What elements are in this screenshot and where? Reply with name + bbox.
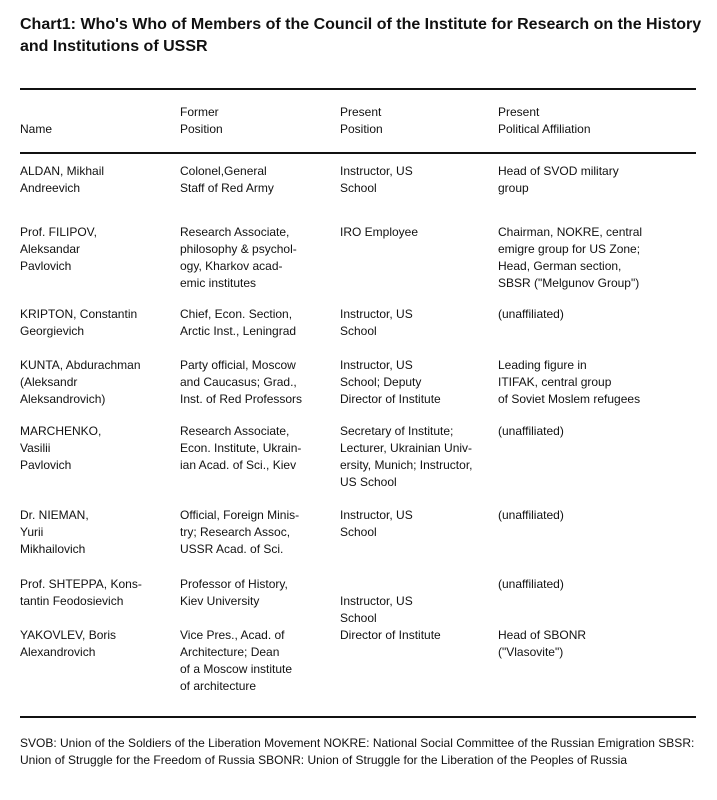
- cell-former-position: Party official, Moscow and Caucasus; Grad., Inst. of Red Professors: [180, 358, 303, 406]
- cell-political-affiliation: Leading figure in ITIFAK, central group of Soviet Moslem refugees: [498, 358, 641, 406]
- cell-political-affiliation: Head of SVOD military group: [498, 164, 619, 195]
- page-title: Chart1: Who's Who of Members of the Council of the Institute for Research on the History and Institutions of USSR: [20, 16, 702, 55]
- cell-name: ALDAN, Mikhail Andreevich: [20, 164, 105, 195]
- cell-name: Prof. SHTEPPA, Kons- tantin Feodosievich: [20, 577, 142, 608]
- cell-present-position: Director of Institute: [340, 628, 441, 642]
- cell-former-position: Research Associate, Econ. Institute, Ukrain- ian Acad. of Sci., Kiev: [180, 424, 302, 472]
- bottom-rule: [20, 716, 696, 718]
- cell-name: KRIPTON, Constantin Georgievich: [20, 307, 138, 338]
- cell-name: Dr. NIEMAN, Yurii Mikhailovich: [20, 508, 89, 556]
- col-header-former-position: Former Position: [180, 105, 223, 136]
- table-header: [20, 100, 696, 138]
- cell-present-position: IRO Employee: [340, 225, 419, 239]
- cell-political-affiliation: (unaffiliated): [498, 508, 564, 522]
- cell-present-position: Instructor, US School: [340, 508, 413, 539]
- table-row: [20, 423, 696, 507]
- table-row: [20, 576, 696, 627]
- table-row: [20, 627, 696, 695]
- members-table: [20, 163, 696, 695]
- abbreviations-footnote: SVOB: Union of the Soldiers of the Liberation Movement NOKRE: National Social Committee of the Russian Emigration SBSR: Union of Struggle for the Freedom of Russia SBONR: Union of Struggle for the Liberation of the Peoples of Russia: [20, 736, 695, 767]
- cell-former-position: Vice Pres., Acad. of Architecture; Dean of a Moscow institute of architecture: [180, 628, 293, 693]
- cell-political-affiliation: Head of SBONR ("Vlasovite"): [498, 628, 587, 659]
- top-rule: [20, 88, 696, 90]
- cell-former-position: Chief, Econ. Section, Arctic Inst., Leningrad: [180, 307, 297, 338]
- table-row: [20, 224, 696, 306]
- table-row: [20, 306, 696, 357]
- cell-political-affiliation: (unaffiliated): [498, 307, 564, 321]
- cell-present-position: Instructor, US School; Deputy Director of Institute: [340, 358, 441, 406]
- cell-former-position: Professor of History, Kiev University: [180, 577, 288, 608]
- cell-name: YAKOVLEV, Boris Alexandrovich: [20, 628, 117, 659]
- cell-name: KUNTA, Abdurachman (Aleksandr Aleksandrovich): [20, 358, 141, 406]
- cell-present-position: Secretary of Institute; Lecturer, Ukrainian Univ- ersity, Munich; Instructor, US School: [340, 424, 473, 489]
- header-rule: [20, 152, 696, 154]
- cell-present-position: Instructor, US School: [340, 594, 413, 625]
- cell-former-position: Official, Foreign Minis- try; Research Assoc, USSR Acad. of Sci.: [180, 508, 300, 556]
- table-row: [20, 507, 696, 576]
- cell-present-position: Instructor, US School: [340, 307, 413, 338]
- cell-political-affiliation: Chairman, NOKRE, central emigre group for US Zone; Head, German section, SBSR ("Melgunov Group"): [498, 225, 643, 290]
- col-header-name: Name: [20, 122, 53, 136]
- cell-political-affiliation: (unaffiliated): [498, 577, 564, 591]
- cell-name: MARCHENKO, Vasilii Pavlovich: [20, 424, 102, 472]
- header-row: [20, 100, 696, 138]
- cell-former-position: Research Associate, philosophy & psychol- ogy, Kharkov acad- emic institutes: [180, 225, 297, 290]
- cell-political-affiliation: (unaffiliated): [498, 424, 564, 438]
- cell-present-position: Instructor, US School: [340, 164, 413, 195]
- table-row: [20, 163, 696, 224]
- table-row: [20, 357, 696, 423]
- cell-name: Prof. FILIPOV, Aleksandar Pavlovich: [20, 225, 97, 273]
- col-header-political-affiliation: Present Political Affiliation: [498, 105, 591, 136]
- cell-former-position: Colonel,General Staff of Red Army: [180, 164, 274, 195]
- col-header-present-position: Present Position: [340, 105, 383, 136]
